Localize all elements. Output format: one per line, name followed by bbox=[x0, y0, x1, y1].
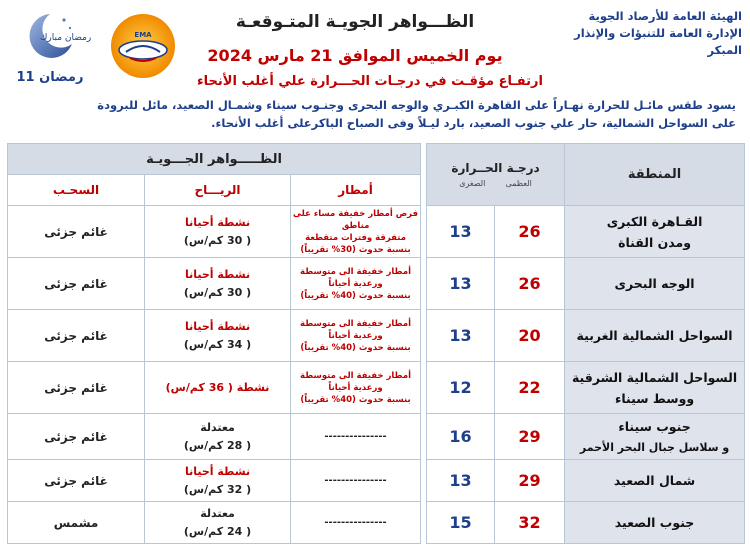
max-temp: 26 bbox=[495, 206, 565, 258]
header-phenomena: الظـــــواهر الجـــويـة bbox=[8, 144, 421, 175]
region-cell: جنوب الصعيد bbox=[565, 502, 745, 544]
cloud-cell: غائم جزئى bbox=[8, 414, 145, 460]
rain-cell bbox=[291, 206, 421, 258]
org-line-2: الإدارة العامة للتنبؤات والإنذار المبكر bbox=[574, 26, 742, 57]
ema-logo-icon bbox=[104, 12, 182, 80]
cloud-cell: مشمس bbox=[8, 502, 145, 544]
org-line-1: الهيئة العامة للأرصاد الجوية bbox=[588, 9, 742, 23]
min-temp: 13 bbox=[427, 310, 495, 362]
min-temp: 13 bbox=[427, 258, 495, 310]
forecast-table bbox=[7, 143, 745, 544]
cloud-cell: غائم جزئى bbox=[8, 310, 145, 362]
rain-cell bbox=[291, 362, 421, 414]
max-temp: 29 bbox=[495, 460, 565, 502]
min-temp: 13 bbox=[427, 206, 495, 258]
wind-cell bbox=[145, 206, 291, 258]
rain-text-2: ورعدية أحياناً bbox=[328, 382, 383, 393]
rain-text-1: أمطار خفيفة الى متوسطة bbox=[300, 370, 412, 381]
max-temp: 20 bbox=[495, 310, 565, 362]
wind-cell bbox=[145, 460, 291, 502]
region-name: الوجه البحرى bbox=[614, 276, 695, 291]
table-row bbox=[8, 502, 745, 544]
region-name-2: ومدن القناة bbox=[618, 234, 691, 250]
wind-text-2: ( 30 كم/س) bbox=[183, 233, 252, 247]
wind-text-1: معتدلة bbox=[200, 506, 235, 520]
rain-text-2: ورعدية أحياناً bbox=[328, 330, 383, 341]
rain-text-2: متفرقة وفترات متقطعة bbox=[305, 232, 406, 243]
ramadan-logo-text: رمضان مبارك bbox=[40, 33, 92, 43]
cloud-cell: غائم جزئى bbox=[8, 460, 145, 502]
page-title: الظـــواهر الجويـة المتـوقعـة bbox=[235, 12, 475, 32]
min-temp: 13 bbox=[427, 460, 495, 502]
ramadan-logo bbox=[6, 8, 92, 90]
rain-text-3: بنسبة حدوث (40% تقريباً) bbox=[300, 394, 411, 405]
wind-text-2: ( 34 كم/س) bbox=[183, 337, 252, 351]
min-temp: 15 bbox=[427, 502, 495, 544]
crescent-moon-icon bbox=[20, 10, 92, 58]
wind-text-2: ( 32 كم/س) bbox=[183, 482, 252, 496]
header-min: الصغرى bbox=[459, 178, 486, 188]
region-name-2: و سلاسل جبال البحر الأحمر bbox=[579, 440, 730, 454]
wind-text-1: نشطة أحيانا bbox=[184, 464, 251, 478]
table-row bbox=[8, 310, 745, 362]
region-name: السواحل الشمالية الشرقية bbox=[571, 369, 738, 385]
wind-cell bbox=[145, 362, 291, 414]
wind-cell bbox=[145, 258, 291, 310]
wind-text-2: ( 30 كم/س) bbox=[183, 285, 252, 299]
max-temp: 26 bbox=[495, 258, 565, 310]
organization-name bbox=[542, 8, 742, 59]
region-name: جنوب سيناء bbox=[618, 418, 691, 434]
rain-cell: --------------- bbox=[291, 414, 421, 460]
header-rain: أمطار bbox=[291, 175, 421, 206]
region-cell bbox=[565, 362, 745, 414]
summary-line-2: على السواحل الشمالية، حار علي جنوب الصعيد، بارد ليـلاً وفى الصباح الباكرعلى أغلب الأنحاء. bbox=[211, 116, 736, 130]
ema-logo-text: EMA bbox=[134, 31, 152, 39]
table-row bbox=[8, 414, 745, 460]
rain-text-2: ورعدية أحياناً bbox=[328, 278, 383, 289]
wind-text-1: نشطة ( 36 كم/س) bbox=[165, 380, 270, 394]
rain-text-1: أمطار خفيفة الى متوسطة bbox=[300, 318, 412, 329]
weather-summary bbox=[14, 96, 736, 132]
region-cell bbox=[565, 206, 745, 258]
header-clouds: السحـب bbox=[8, 175, 145, 206]
rain-text-1: أمطار خفيفة الى متوسطة bbox=[300, 266, 412, 277]
table-row bbox=[8, 206, 745, 258]
wind-text-2: ( 28 كم/س) bbox=[183, 438, 252, 452]
max-temp: 22 bbox=[495, 362, 565, 414]
region-cell bbox=[565, 258, 745, 310]
header-region: المنطقة bbox=[565, 144, 745, 206]
cloud-cell: غائم جزئى bbox=[8, 258, 145, 310]
summary-line-1: يسود طقس مائـل للحرارة نهـاراً على القاهرة الكبـري والوجه البحرى وجنـوب سيناء وشمـال الصعيد، مائل للبرودة bbox=[97, 98, 736, 112]
rain-text-3: بنسبة حدوث (40% تقريباً) bbox=[300, 290, 411, 301]
header-wind: الريـــاح bbox=[145, 175, 291, 206]
rain-cell: --------------- bbox=[291, 502, 421, 544]
table-row bbox=[8, 258, 745, 310]
forecast-date: يوم الخميس الموافق 21 مارس 2024 bbox=[207, 46, 503, 65]
cloud-cell: غائم جزئى bbox=[8, 362, 145, 414]
wind-cell bbox=[145, 414, 291, 460]
header-temperature bbox=[427, 144, 565, 206]
table-row bbox=[8, 460, 745, 502]
region-cell bbox=[565, 414, 745, 460]
rain-text-1: فرص أمطار خفيفة مساء على مناطق bbox=[293, 208, 419, 231]
rain-cell: --------------- bbox=[291, 460, 421, 502]
region-name-2: ووسط سيناء bbox=[614, 390, 695, 406]
table-row bbox=[8, 362, 745, 414]
wind-text-1: نشطة أحيانا bbox=[184, 267, 251, 281]
wind-text-2: ( 24 كم/س) bbox=[183, 524, 252, 538]
region-name: القـاهرة الكبرى bbox=[606, 213, 703, 229]
cloud-cell: غائم جزئى bbox=[8, 206, 145, 258]
region-name: السواحل الشمالية الغربية bbox=[576, 328, 733, 343]
region-cell: شمال الصعيد bbox=[565, 460, 745, 502]
temperature-warning: ارتفـاع مؤقـت في درجـات الحـــرارة علي أغلب الأنحاء bbox=[197, 74, 543, 89]
wind-text-1: نشطة أحيانا bbox=[184, 215, 251, 229]
wind-text-1: معتدلة bbox=[200, 420, 235, 434]
rain-text-3: بنسبة حدوث (40% تقريباً) bbox=[300, 342, 411, 353]
wind-text-1: نشطة أحيانا bbox=[184, 319, 251, 333]
wind-cell bbox=[145, 310, 291, 362]
rain-cell bbox=[291, 258, 421, 310]
ramadan-day: 11 رمضان bbox=[16, 70, 84, 85]
wind-cell bbox=[145, 502, 291, 544]
rain-cell bbox=[291, 310, 421, 362]
header-max: العظمى bbox=[505, 178, 532, 188]
min-temp: 12 bbox=[427, 362, 495, 414]
min-temp: 16 bbox=[427, 414, 495, 460]
region-cell bbox=[565, 310, 745, 362]
max-temp: 32 bbox=[495, 502, 565, 544]
rain-text-3: بنسبة حدوث (30% تقريباً) bbox=[300, 244, 411, 255]
header-temperature-label: درجـة الحــرارة bbox=[451, 160, 540, 175]
max-temp: 29 bbox=[495, 414, 565, 460]
